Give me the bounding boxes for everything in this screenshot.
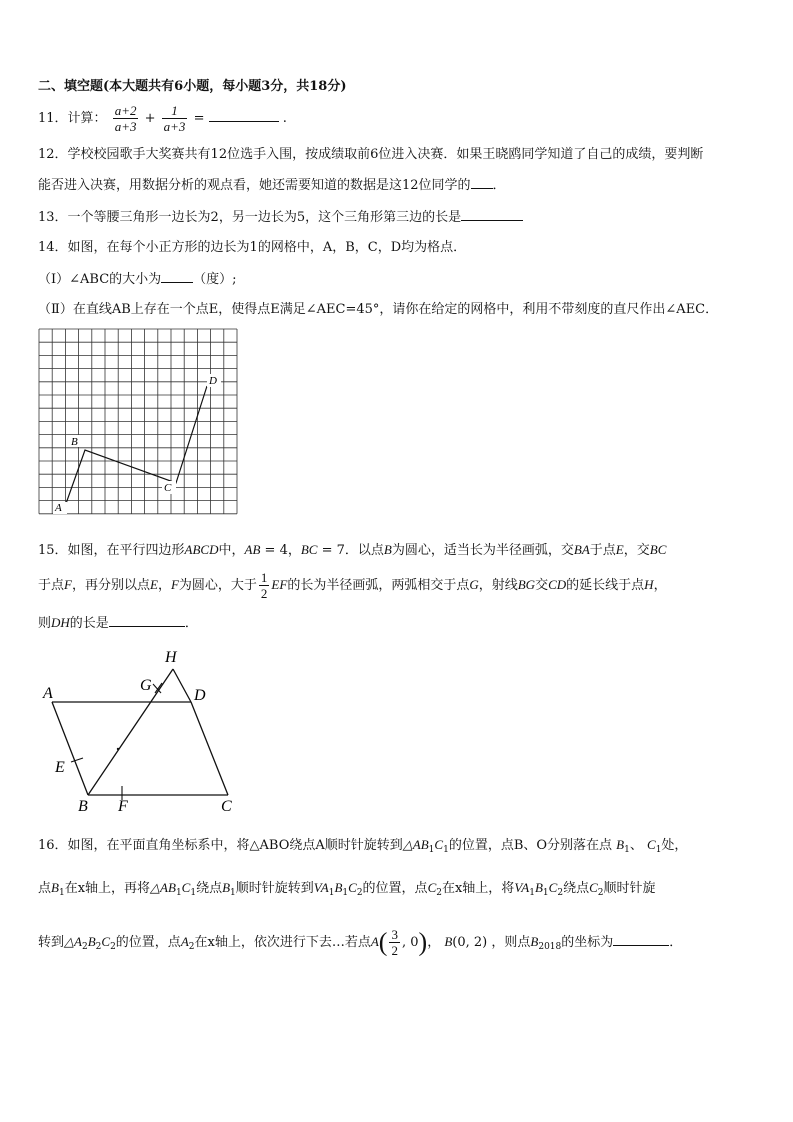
q16-three-halves: $\frac{3}{2}$ <box>391 927 398 958</box>
q15-answer-blank[interactable] <box>109 612 185 627</box>
q16-line-3: 转到$\triangle A_2B_2C_2$的位置，点$A_2$在x轴上，依次进行下去…若点A( $\frac{3}{2}$ , 0)， B(0, 2) ，则点$B_{2018}$的坐标为 ． <box>38 927 683 958</box>
q12-line-2: 能否进入决赛，用数据分析的观点看，她还需要知道的数据是这12位同学的 ． <box>38 174 506 196</box>
segment-abcd <box>63 386 207 512</box>
q14-line-1: 14．如图，在每个小正方形的边长为1的网格中，A，B，C，D均为格点． <box>38 240 467 255</box>
label-b: B <box>71 436 78 448</box>
q14-answer-blank[interactable] <box>161 268 193 283</box>
q16-line-2: 点$B_1$在x轴上，再将$\triangle AB_1C_1$绕点$B_1$顺时针旋转到$VA_1B_1C_2$的位置，点$C_2$在x轴上，将$VA_1B_1C_2$绕点$C_2$顺时针旋 <box>38 880 656 898</box>
section-title: 二、填空题(本大题共有6小题，每小题3分，共18分) <box>38 79 347 94</box>
label-c: C <box>164 482 172 494</box>
q13-answer-blank[interactable] <box>461 206 523 221</box>
q15-line-3: 则DH的长是 ． <box>38 612 198 634</box>
label-a: A <box>55 502 62 514</box>
label-e: E <box>55 759 65 776</box>
q14-part-2: （Ⅱ）在直线AB上存在一个点E，使得点E满足∠AEC=45°，请你在给定的网格中，利用不带刻度的直尺作出∠AEC． <box>38 302 719 317</box>
q16-answer-blank[interactable] <box>613 931 669 946</box>
grid-lines <box>39 329 237 514</box>
label-b: B <box>78 798 88 815</box>
label-d: D <box>194 687 206 704</box>
question-13: 13．一个等腰三角形一边长为2，另一边长为5，这个三角形第三边的长是 <box>38 206 523 228</box>
q11-fraction-2: $\frac{1}{a+3}$ <box>163 103 186 134</box>
label-g: G <box>140 677 152 694</box>
q14-grid-figure <box>38 328 238 526</box>
q15-line-2: 于点F，再分别以点E，F为圆心，大于 $\frac{1}{2}$ EF的长为半径画弧，两弧相交于点G，射线BG交CD的延长线于点H， <box>38 570 667 601</box>
label-a: A <box>43 685 53 702</box>
question-11: 11．计算： $\frac{a+2}{a+3}$ + $\frac{1}{a+3}$ = . <box>38 103 287 134</box>
q11-plus: + <box>144 111 156 126</box>
label-f: F <box>118 798 128 815</box>
label-d: D <box>209 375 217 387</box>
q15-parallelogram-figure <box>40 645 250 820</box>
q14-part-1: （Ⅰ）∠ABC的大小为 （度）; <box>38 268 237 290</box>
q11-equals: = <box>193 111 205 126</box>
label-c: C <box>221 798 232 815</box>
q12-line-1: 12．学校校园歌手大奖赛共有12位选手入围，按成绩取前6位进入决赛．如果王晓鸥同学知道了自己的成绩，要判断 <box>38 147 704 162</box>
q16-line-1: 16．如图，在平面直角坐标系中，将△ABO绕点A顺时针旋转到$\triangle AB_1C_1$的位置，点B、O分别落在点 $B_1$、 $C_1$处， <box>38 837 688 855</box>
q15-half-fraction: $\frac{1}{2}$ <box>260 570 268 601</box>
q11-fraction-1: $\frac{a+2}{a+3}$ <box>114 103 137 134</box>
q11-prefix: 11．计算： <box>38 111 107 126</box>
q15-line-1: 15．如图，在平行四边形ABCD中，AB = 4，BC = 7．以点B为圆心，适当长为半径画弧，交BA于点E，交BC <box>38 542 667 558</box>
label-h: H <box>165 649 177 666</box>
q12-answer-blank[interactable] <box>471 174 493 189</box>
q11-answer-blank[interactable] <box>209 107 279 122</box>
